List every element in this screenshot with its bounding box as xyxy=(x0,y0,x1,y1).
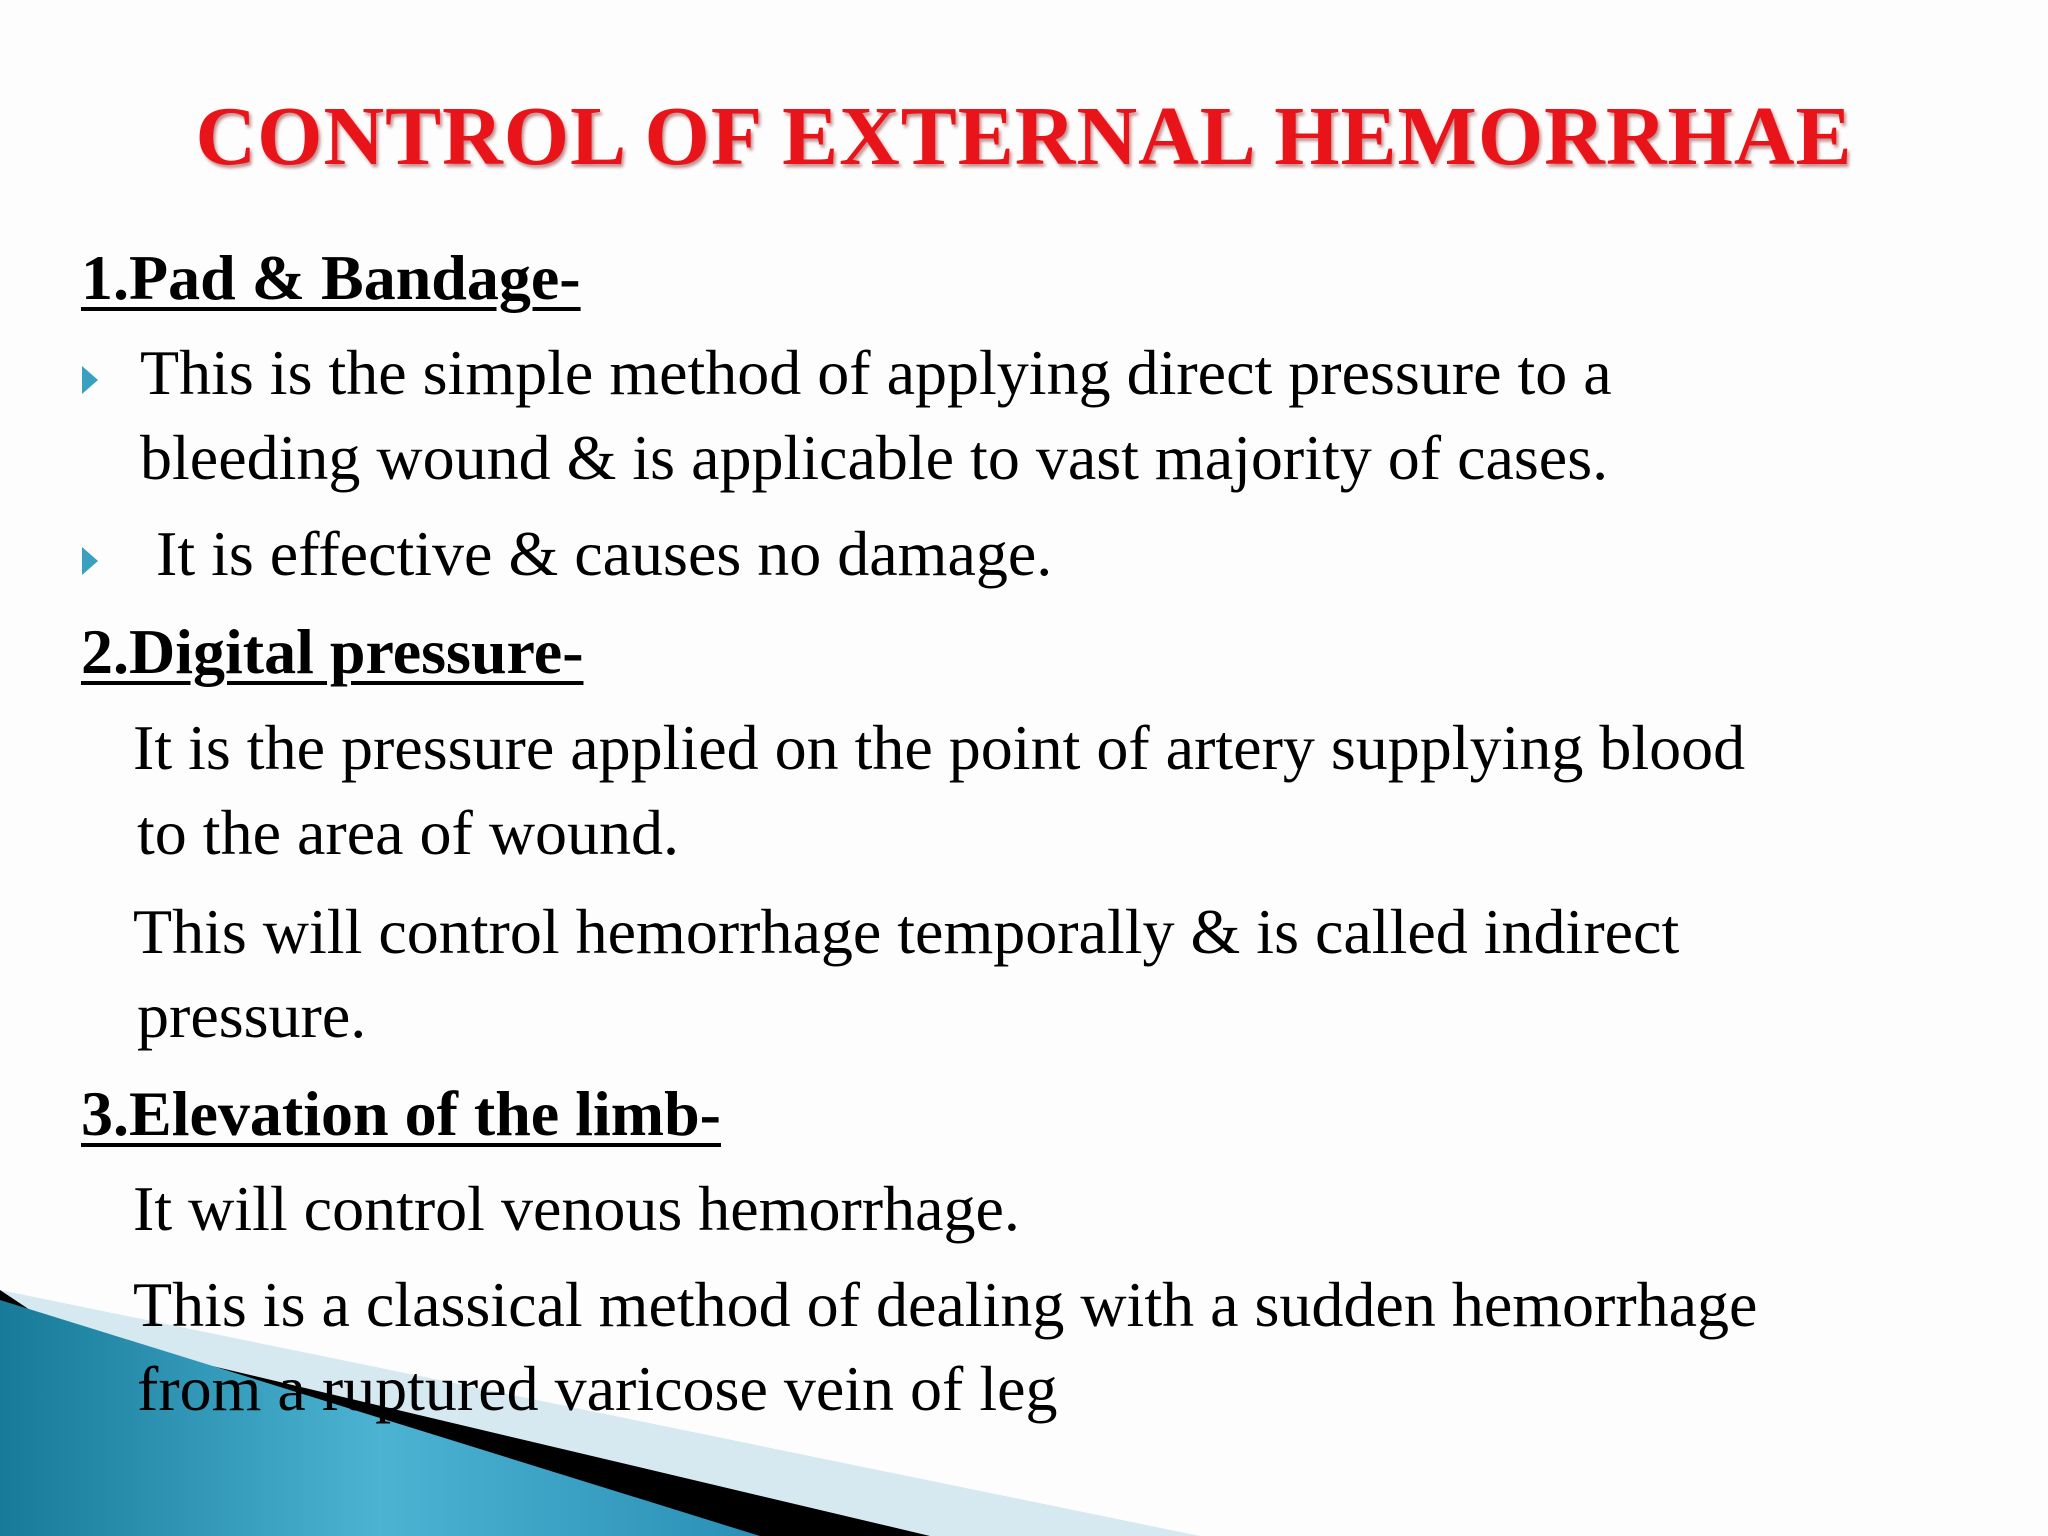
section-1-text: bleeding wound & is applicable to vast majority of cases. xyxy=(140,422,1609,493)
bullet-arrow-icon xyxy=(82,366,98,394)
section-2-text: This will control hemorrhage temporally & is called indirect xyxy=(133,896,1680,967)
bullet-arrow-icon xyxy=(82,547,98,575)
section-1-text: This is the simple method of applying direct pressure to a xyxy=(140,337,1612,408)
section-1-text: It is effective & causes no damage. xyxy=(140,518,1053,589)
section-2-text: pressure. xyxy=(137,980,367,1051)
section-3-text: from a ruptured varicose vein of leg xyxy=(137,1353,1058,1424)
section-heading-2: 2.Digital pressure- xyxy=(81,616,584,687)
slide-title: CONTROL OF EXTERNAL HEMORRHAE xyxy=(195,90,1853,183)
section-2-text: It is the pressure applied on the point of artery supplying blood xyxy=(133,712,1746,783)
section-heading-3: 3.Elevation of the limb- xyxy=(81,1078,721,1149)
section-3-text: This is a classical method of dealing with a sudden hemorrhage xyxy=(133,1269,1758,1340)
section-2-text: to the area of wound. xyxy=(137,797,680,868)
section-3-text: It will control venous hemorrhage. xyxy=(133,1173,1020,1244)
section-heading-1: 1.Pad & Bandage- xyxy=(81,242,581,313)
